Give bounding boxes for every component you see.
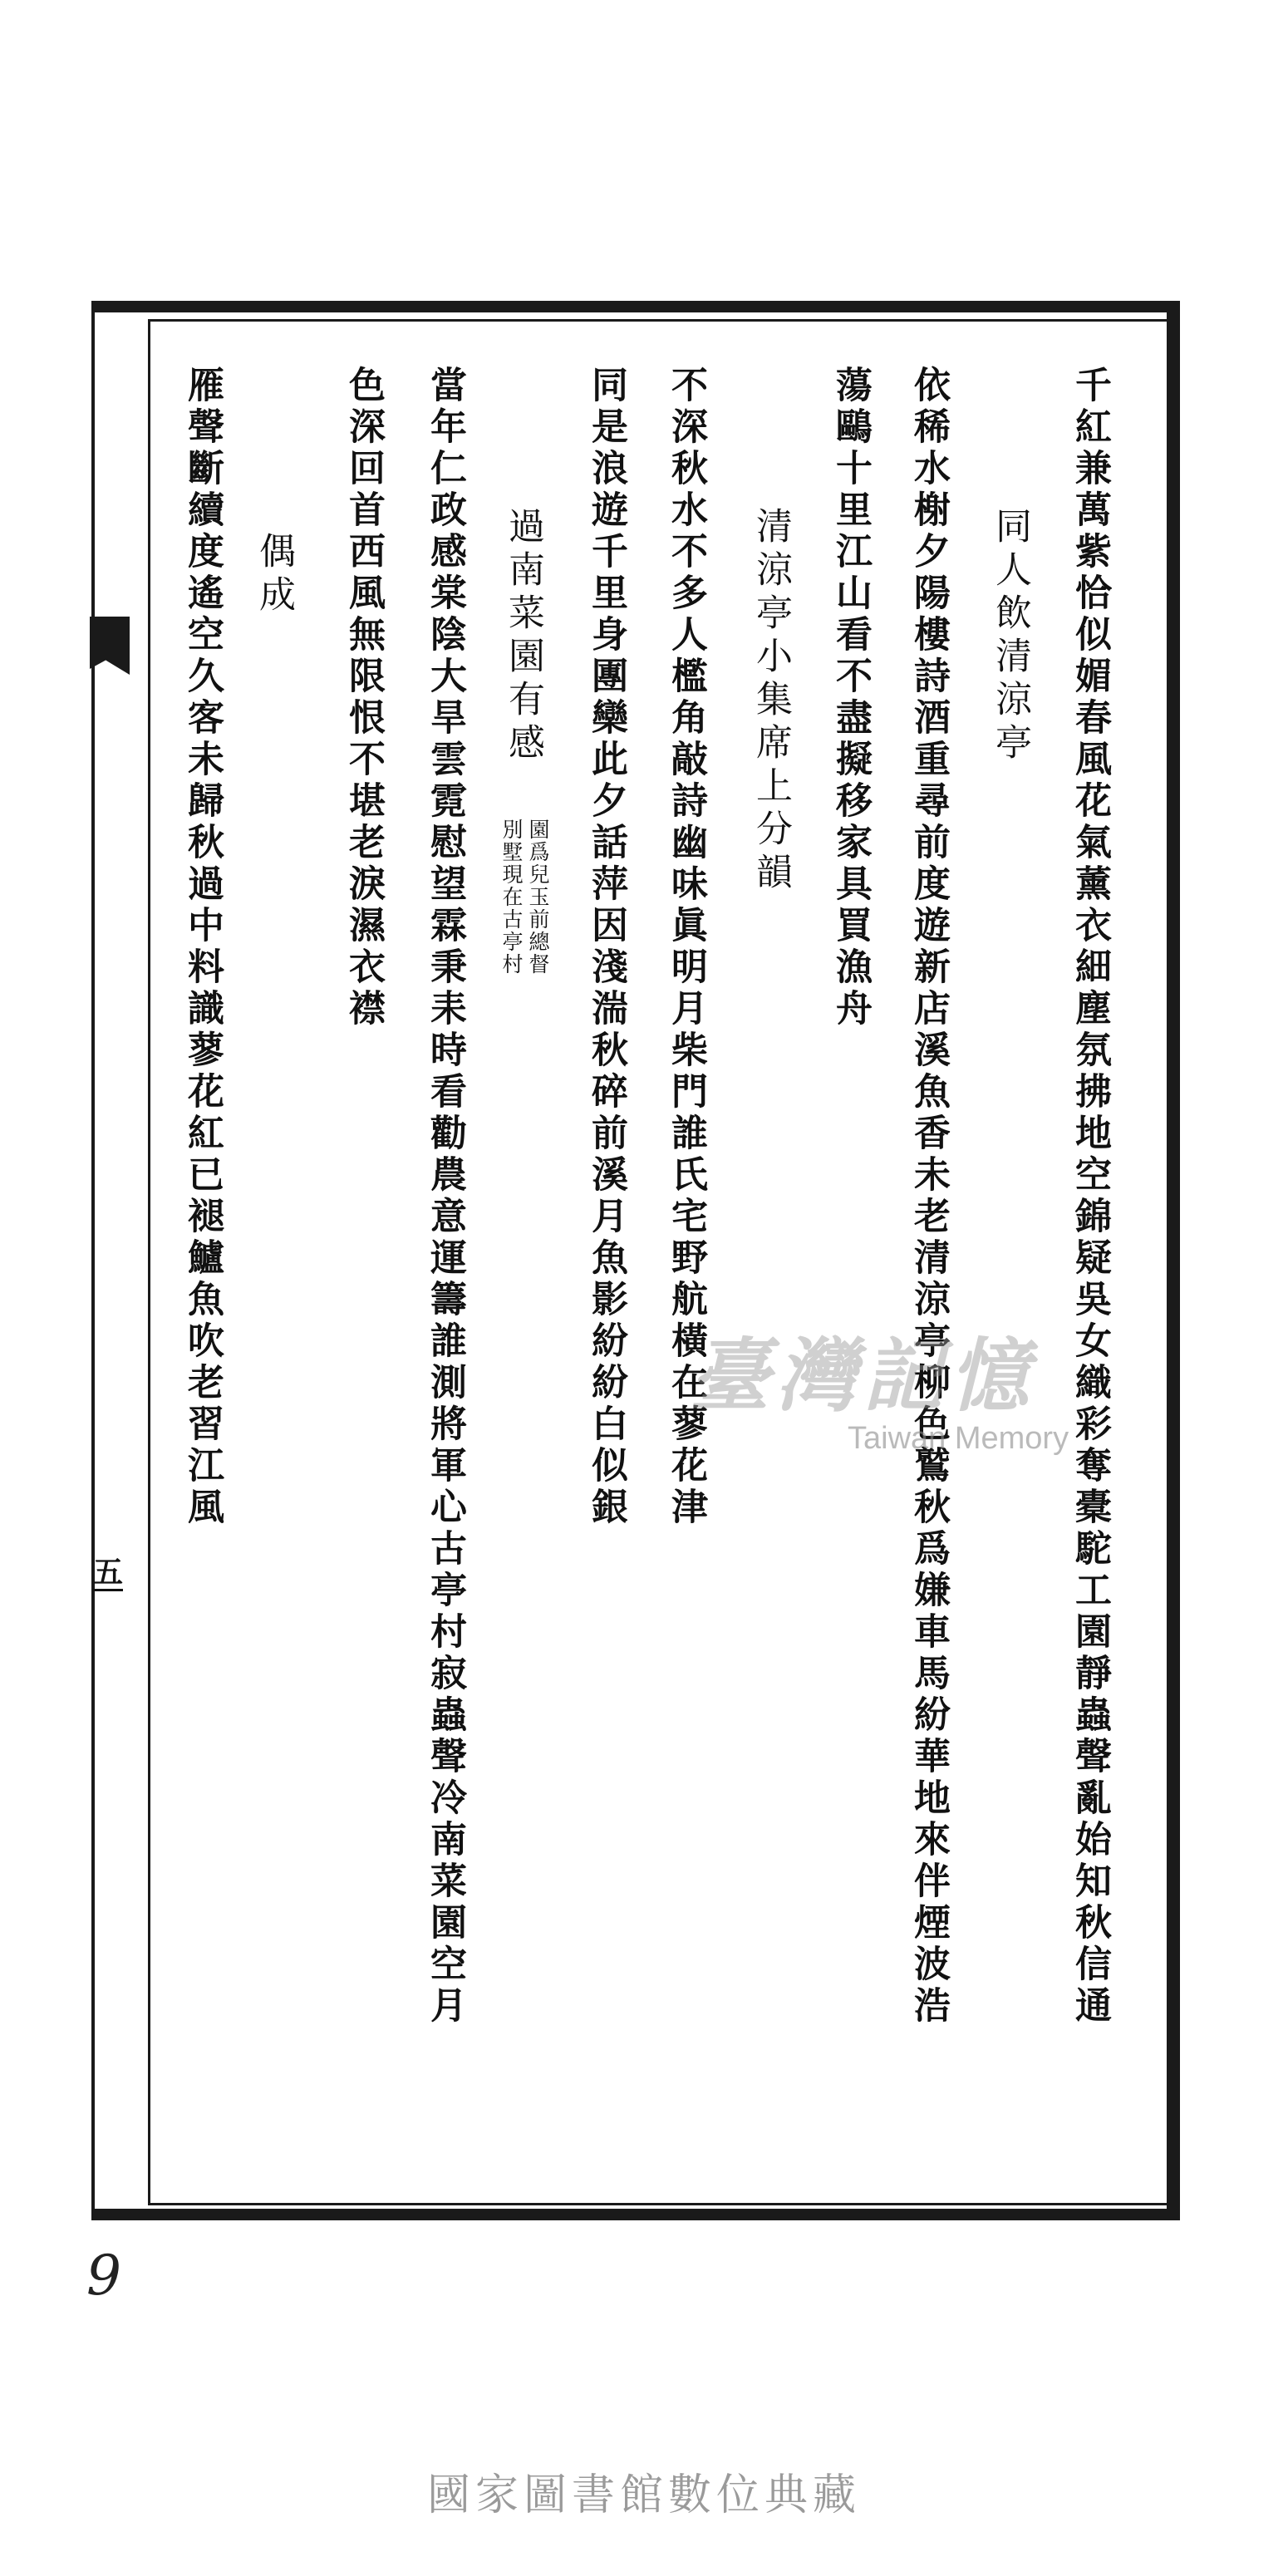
poem-title-qingliangting: 清涼亭小集席上分韻 xyxy=(750,507,792,896)
poem-title-tongren: 同人飲清涼亭 xyxy=(989,507,1031,766)
taiwan-memory-watermark xyxy=(690,1313,1069,1456)
poem-line-2: 依稀水榭夕陽樓詩酒重尋前度遊新店溪魚香未老清涼亭柳色鷲秋爲嫌車馬紛華地來伴煙波浩 xyxy=(907,366,950,2028)
poem-line-6: 當年仁政感棠陰大旱雲霓慰望霖秉耒時看勸農意運籌誰測將軍心古亭村寂蟲聲冷南菜園空月 xyxy=(424,366,466,2028)
watermark-logo-text: 臺灣記憶 xyxy=(690,1329,1035,1423)
poem-line-4: 不深秋水不多人檻角敲詩幽味眞明月柴門誰氏宅野航橫在蓼花津 xyxy=(665,366,707,1529)
poem-note-line-1: 園爲兒玉前總督 xyxy=(526,819,550,976)
library-footer: 國家圖書館數位典藏 xyxy=(426,2470,861,2520)
poem-title-oucheng: 偶成 xyxy=(253,532,295,618)
poem-line-8: 雁聲斷續度遙空久客未歸秋過中料識蓼花紅已褪鱸魚吹老習江風 xyxy=(181,366,224,1529)
poem-note-line-2: 別墅現在古亭村 xyxy=(499,819,524,976)
folio-number: 五 xyxy=(93,1555,124,1590)
poem-line-1: 千紅兼萬紫恰似媚春風花氣薰衣細塵氛拂地空錦疑吳女織彩奪橐駝工園靜蟲聲亂始知秋信通 xyxy=(1069,366,1111,2028)
poem-line-3: 蕩鷗十里江山看不盡擬移家具買漁舟 xyxy=(829,366,872,1030)
handwritten-page-number: 9 xyxy=(86,2244,121,2308)
poem-line-7: 色深回首西風無限恨不堪老淚濕衣襟 xyxy=(342,366,385,1030)
poem-line-5: 同是浪遊千里身團欒此夕話萍因淺湍秋碎前溪月魚影紛紛白似銀 xyxy=(585,366,627,1529)
watermark-subtitle: Taiwan Memory xyxy=(848,1421,1069,1456)
poem-title-nancaiyuan: 過南菜園有感 xyxy=(502,507,544,766)
